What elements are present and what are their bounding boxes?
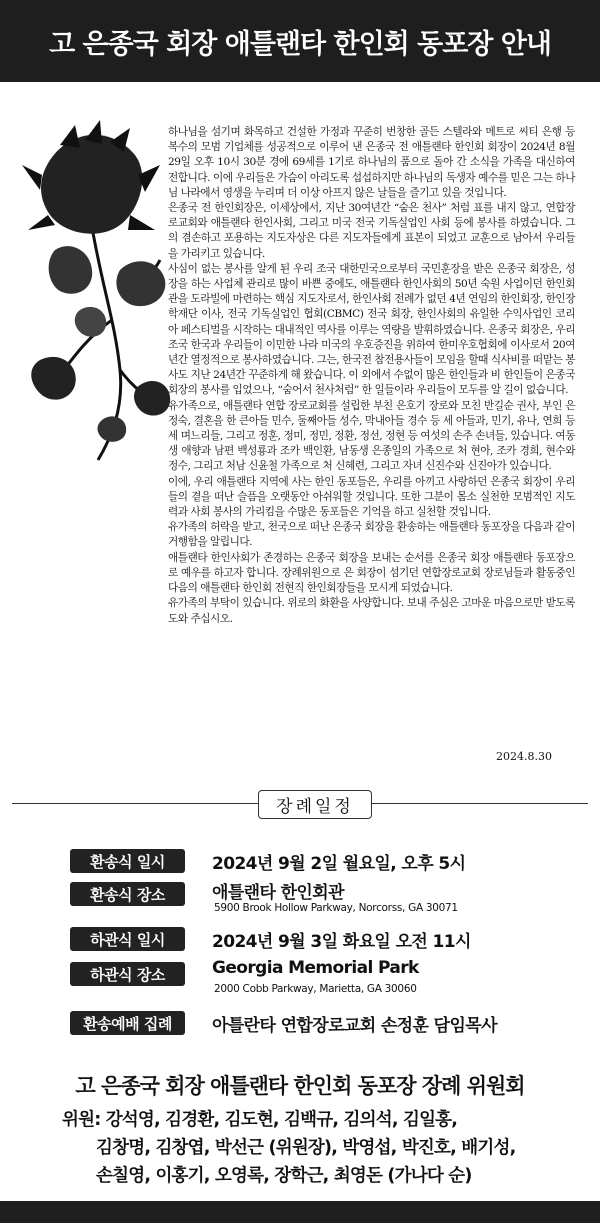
schedule-value: 애틀랜타 한인회관 — [212, 883, 344, 903]
schedule-address: 2000 Cobb Parkway, Marietta, GA 30060 — [214, 983, 417, 995]
schedule-address: 5900 Brook Hollow Parkway, Norcorss, GA 30071 — [214, 902, 458, 914]
paragraph: 유가족의 부탁이 있습니다. 위로의 화환을 사양합니다. 보내 주심은 고마운 마음으로만 받도록 도와 주십시오. — [168, 597, 575, 625]
paragraph: 하나님을 섬기며 화목하고 건설한 가정과 꾸준히 번창한 골든 스텔라와 메트로 씨티 은행 등 복수의 모범 기업체를 성공적으로 이루어 낸 은종국 전 애틀랜타 한인회 회장이 2024년 8월 29일 오후 10시 30분 경에 69세를 1기로 하나님의 품으로 돌아 간 소식을 가족을 대신하여 전합니다. 이에 우리들은 가슴이 아리도록 섭섭하지만 하나님의 독생자 예수를 믿은 그는 하나님 나라에서 영생을 누리며 더 이상 아프지 않은 날들을 즐기고 있을 것입니다. — [168, 126, 575, 199]
schedule-value: 2024년 9월 3일 화요일 오전 11시 — [212, 932, 471, 952]
schedule-value: 아틀란타 연합장로교회 손정훈 담임목사 — [212, 1016, 497, 1036]
schedule-label: 환송예배 집례 — [70, 1011, 185, 1035]
paragraph: 유가족으로, 애틀랜타 연합 장로교회를 설립한 부친 은호기 장로와 모친 반길순 권사, 부인 은정숙, 결혼을 한 큰아들 민수, 둘째아들 성수, 막내아들 경수 등 세 아들과, 민기, 유나, 연희 등 세 며느리들, 그리고 정훈, 정미, 정민, 정환, 정선, 정현 등 여섯의 손주 손녀들, 있습니다. 여동생 애향과 남편 백성룡과 조카 백인환, 남동생 은종일의 가족으로 처 현아, 조카 경희, 현수와 정수, 그리고 처남 신윤철 가족으로 처 신혜련, 그리고 자녀 신진수와 신진아가 있습니다. — [168, 399, 575, 473]
paragraph: 은종국 전 한인회장은, 이세상에서, 지난 30여년간 “숨은 천사” 처럼 표를 내지 않고, 연합장로교회와 애틀랜타 한인사회, 그리고 미국 전국 기독실업인 사회 등에 봉사를 하였습니다. 그의 겸손하고 포용하는 지도자상은 다른 지도자들에게 표본이 되었고 교훈으로 남아서 우리들을 가리키고 있습니다. — [168, 202, 575, 260]
paragraph: 애틀랜타 한인사회가 존경하는 은종국 회장을 보내는 순서를 은종국 회장 애틀랜타 동포장으로 예우를 하고자 합니다. 장례위원으로 은 회장이 섬기던 연합장로교회 장로님들과 활동중인 다음의 애틀랜타 한인회 전현직 한인회장들을 모시게 되었습니다. — [168, 551, 575, 595]
schedule-value: Georgia Memorial Park — [212, 958, 419, 978]
paragraph: 사심이 없는 봉사를 알게 된 우리 조국 대한민국으로부터 국민훈장을 받은 은종국 회장은, 성장을 하는 사업체 관리로 많이 바쁜 중에도, 애틀랜타 한인사회의 50년 숙원 사업이던 한인회관을 도라빌에 마련하는 핵심 지도자로서, 한인사회 전례가 없던 4년 연임의 한인회장, 한인장학재단 이사, 전국 기독실업인 협회(CBMC) 전국 회장, 한인사회의 유일한 수익사업인 코리아 페스티벌을 시작하는 대내적인 역사를 이루는 역량을 발휘하였습니다. 은종국 회장은, 우리 조국 한국과 우리들이 이민한 나라 미국의 우호증진을 위하여 한미우호협회에 이사로서 20여년간 열정적으로 봉사하였습니다. 그는, 한국전 참전용사들이 모임을 할때 식사비를 떠맡는 봉사도 지난 24년간 꾸준하게 해 왔습니다. 이 외에서 수없이 많은 한인들과 비 한인들이 은종국 회장의 봉사를 입었으나, “숨어서 천사처럼” 한 일들이라 우리들이 모두를 알 길이 없습니다. — [168, 262, 575, 397]
page-title: 고 은종국 회장 애틀랜타 한인회 동포장 안내 — [49, 28, 551, 60]
announcement-date: 2024.8.30 — [496, 750, 552, 763]
announcement-body — [168, 125, 575, 627]
schedule-title: 장례일정 — [258, 790, 372, 819]
chrysanthemum-icon — [20, 120, 175, 465]
schedule-value: 2024년 9월 2일 월요일, 오후 5시 — [212, 854, 466, 874]
paragraph: 유가족의 허락을 받고, 천국으로 떠난 은종국 회장을 환송하는 애틀랜타 동포장을 다음과 같이 거행함을 알립니다. — [168, 521, 575, 549]
schedule-label: 하관식 일시 — [70, 927, 185, 951]
committee-members — [62, 1106, 515, 1190]
committee-title: 고 은종국 회장 애틀랜타 한인회 동포장 장례 위원회 — [75, 1074, 525, 1098]
schedule-label: 환송식 장소 — [70, 882, 185, 906]
footer-bar — [0, 1201, 600, 1223]
schedule-label: 하관식 장소 — [70, 962, 185, 986]
committee-line: 김창명, 김창엽, 박선근 (위원장), 박영섭, 박진호, 배기성, — [96, 1138, 516, 1158]
committee-line: 위원: 강석영, 김경환, 김도현, 김백규, 김의석, 김일홍, — [62, 1110, 458, 1130]
schedule-label: 환송식 일시 — [70, 849, 185, 873]
paragraph: 이에, 우리 애틀랜타 지역에 사는 한인 동포들은, 우리를 아끼고 사랑하던 은종국 회장이 우리들의 곁을 떠난 슬픔을 오랫동안 아쉬워할 것입니다. 또한 그분이 몸소 실천한 모범적인 지도력과 사회 봉사의 가리킴을 수많은 동포들은 기억을 하고 실천할 것입니다. — [168, 475, 575, 519]
committee-line: 손칠영, 이홍기, 오영록, 장학근, 최영돈 (가나다 순) — [96, 1166, 472, 1186]
page-header — [0, 0, 600, 82]
